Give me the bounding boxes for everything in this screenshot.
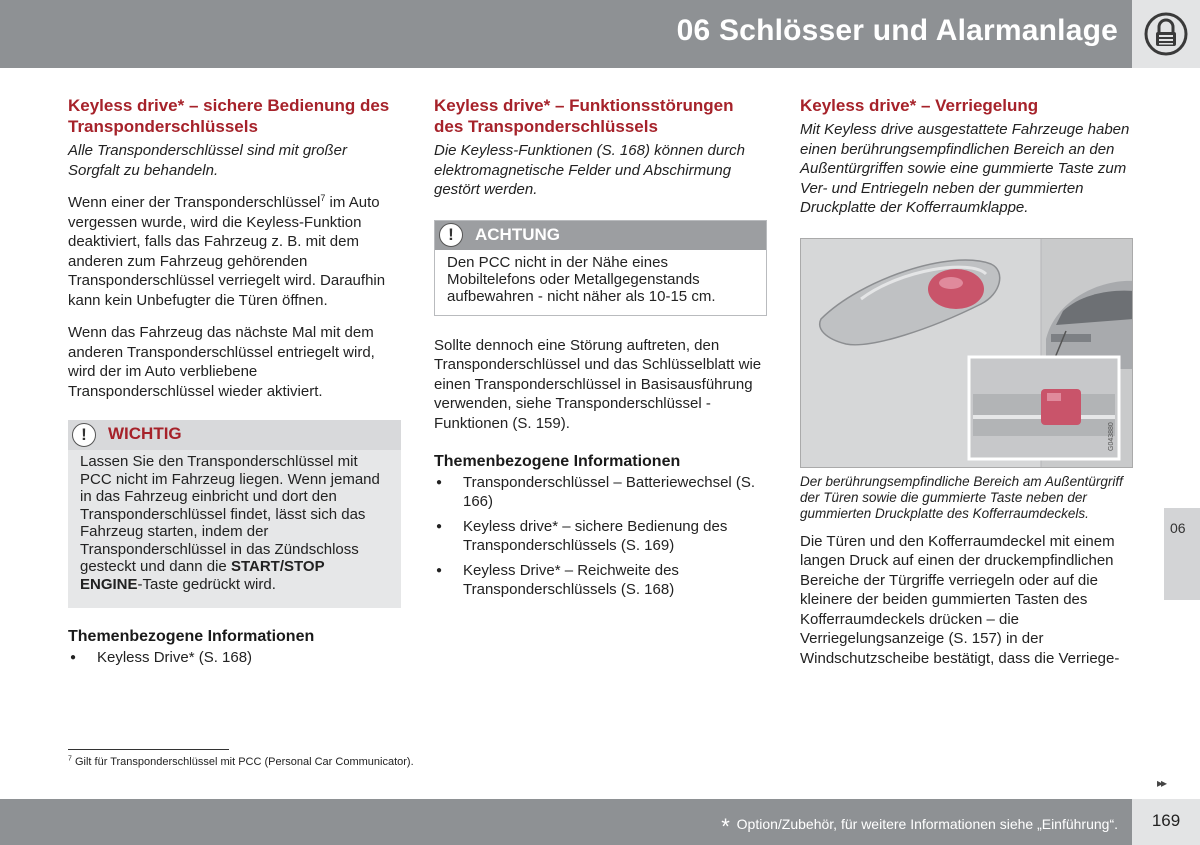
section-lead: Die Keyless-Funktionen (S. 168) können durch elektromagnetische Felder und Abschirmung gestört werden.	[434, 142, 746, 198]
text-span: Lassen Sie den Transponderschlüssel mit PCC nicht im Fahrzeug liegen. Wenn jemand in das Fahrzeug einbricht und dort den Transponderschlüssel findet, lässt sich das Fahrzeug starten, indem der Transponderschlüssel in das Zündschloss gesteckt und dann die	[80, 453, 380, 575]
chapter-title: 06 Schlösser und Alarmanlage	[676, 14, 1118, 47]
text-span: Wenn einer der Transponderschlüssel	[68, 194, 321, 211]
chapter-tab-label: 06	[1170, 520, 1186, 536]
exclamation-icon: !	[439, 223, 463, 247]
page-number: 169	[1151, 811, 1181, 830]
footnote-text: Gilt für Transponderschlüssel mit PCC (Personal Car Communicator).	[71, 756, 414, 768]
wichtig-title: WICHTIG	[108, 424, 182, 443]
wichtig-text	[68, 450, 401, 608]
achtung-header	[435, 221, 766, 250]
section-lead: Mit Keyless drive ausgestattete Fahrzeuge haben einen berührungsempfindlichen Bereich an den Außentürgriffen sowie eine gummierte Taste zum Ver- und Entriegeln neben der gummierten Druckplatte der Kofferraumklappe.	[800, 121, 1130, 216]
related-link[interactable]: ● Keyless drive* – sichere Bedienung des Transponderschlüssels (S. 169)	[434, 517, 767, 555]
achtung-title: ACHTUNG	[475, 224, 560, 244]
figure-code: G043880	[1108, 421, 1115, 451]
footer-text: Option/Zubehör, für weitere Informationen siehe „Einführung“.	[732, 816, 1118, 832]
footnote	[68, 756, 414, 768]
chapter-icon-box	[1132, 0, 1200, 68]
column-verriegelung	[800, 95, 1133, 668]
lock-icon	[1144, 11, 1188, 57]
wichtig-header	[68, 420, 401, 450]
footnote-ref[interactable]: 7	[320, 193, 326, 203]
achtung-text: Den PCC nicht in der Nähe eines Mobiltelefons oder Metallgegenstands aufbewahren - nicht näher als 10-15 cm.	[447, 253, 716, 305]
column-sichere-bedienung	[68, 95, 401, 673]
text-span: im Auto vergessen wurde, wird die Keyless-Funktion deaktiviert, falls das Fahrzeug z. B. mit dem anderen zum Fahrzeug gehörenden Transponderschlüssel verriegelt wird. Daraufhin kann kein Unbefugter die Türen öffnen.	[68, 194, 386, 309]
section-title: Keyless drive* – Funktionsstörungen des Transponderschlüssels	[434, 96, 734, 136]
paragraph	[68, 193, 401, 310]
related-link[interactable]: ● Transponderschlüssel – Batteriewechsel (S. 166)	[434, 473, 767, 511]
related-info-title: Themenbezogene Informationen	[68, 628, 315, 645]
related-link[interactable]: ● Keyless Drive* (S. 168)	[68, 648, 401, 667]
section-lead: Alle Transponderschlüssel sind mit großer Sorgfalt zu behandeln.	[68, 142, 348, 179]
chapter-tab[interactable]	[1164, 508, 1200, 600]
paragraph: Die Türen und den Kofferraumdeckel mit einem langen Druck auf einen der druckempfindlichen Bereiche der Türgriffe verriegeln oder auf die kleinere der beiden gummierten Tasten des Kofferraumdeckels drücken – die Verriegelungsanzeige (S. 157) in der Windschutzscheibe bestätigt, dass die Verriege-	[800, 532, 1120, 667]
related-list	[434, 473, 767, 599]
door-handle-illustration	[800, 238, 1133, 468]
footnote-number: 7	[68, 755, 72, 763]
section-title: Keyless drive* – sichere Bedienung des Transponderschlüssels	[68, 96, 390, 136]
related-info-title: Themenbezogene Informationen	[434, 453, 681, 470]
footnote-divider	[68, 749, 229, 750]
section-title: Keyless drive* – Verriegelung	[800, 96, 1039, 115]
asterisk-symbol: *	[721, 814, 730, 839]
exclamation-icon: !	[72, 423, 96, 447]
bold-term: START/STOP ENGINE	[80, 558, 325, 593]
achtung-box	[434, 220, 767, 316]
related-list	[68, 648, 401, 667]
footer-note	[721, 814, 1118, 840]
wichtig-box	[68, 420, 401, 608]
column-funktionsstoerungen	[434, 95, 767, 605]
next-page-arrow-icon[interactable]: ▸▸	[1157, 776, 1166, 790]
paragraph: Wenn das Fahrzeug das nächste Mal mit dem anderen Transponderschlüssel entriegelt wird, wird der im Auto verbliebene Transponderschlüssel wieder aktiviert.	[68, 324, 375, 400]
related-link[interactable]: ● Keyless Drive* – Reichweite des Transponderschlüssels (S. 168)	[434, 561, 767, 599]
figure-caption: Der berührungsempfindliche Bereich am Außentürgriff der Türen sowie die gummierte Taste neben der gummierten Druckplatte des Kofferraumdeckels.	[800, 473, 1123, 521]
text-span: -Taste gedrückt wird.	[137, 575, 276, 593]
paragraph: Sollte dennoch eine Störung auftreten, den Transponderschlüssel und das Schlüsselblatt wie einen Transponderschlüssel in Basisausführung verwenden, siehe Transponderschlüssel - Funktionen (S. 159).	[434, 336, 762, 432]
